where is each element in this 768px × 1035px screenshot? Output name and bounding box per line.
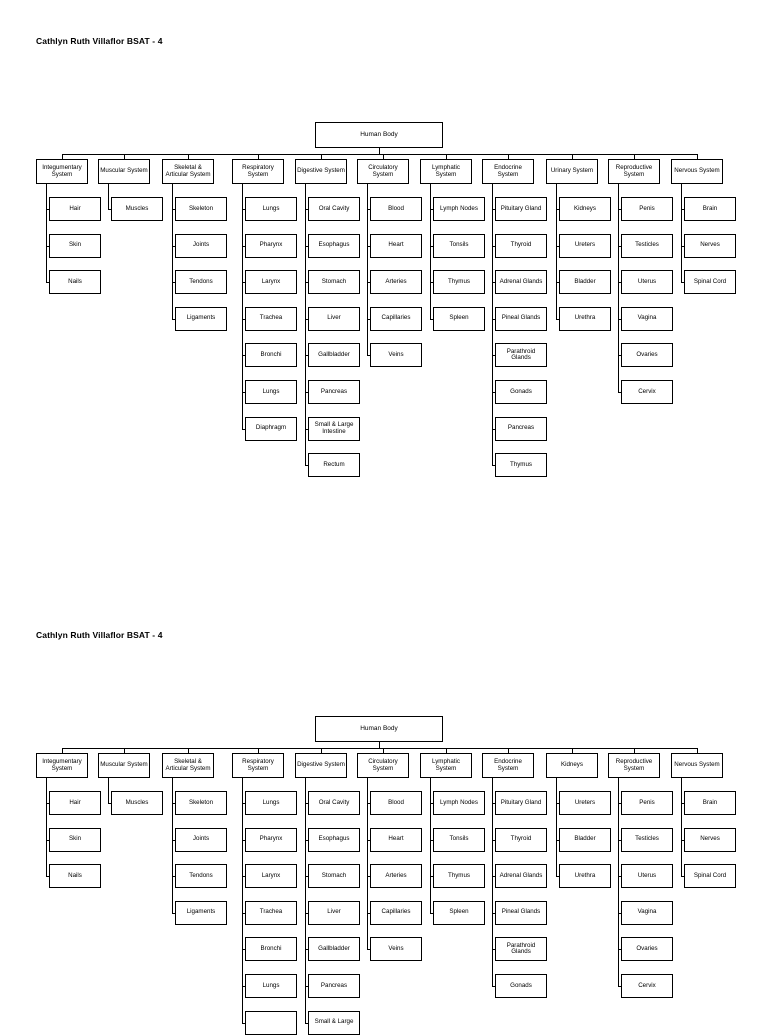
organ-node-label: Liver: [327, 314, 341, 322]
organ-node-label: Pituitary Gland: [500, 798, 542, 806]
system-node: [420, 753, 472, 778]
organ-node-label: Lungs: [262, 798, 280, 806]
organ-node: [433, 197, 485, 221]
organ-node-label: Skeleton: [188, 798, 214, 806]
organ-node: [559, 828, 611, 852]
organ-node: [245, 828, 297, 852]
organ-node: [111, 791, 163, 815]
system-node: [608, 159, 660, 184]
organ-node: [370, 270, 422, 294]
system-node: [671, 159, 723, 184]
connector-line: [62, 748, 698, 749]
system-node-label: Circulatory System: [368, 757, 398, 772]
organ-node: [245, 343, 297, 367]
system-node-label: Integumentary System: [42, 757, 82, 772]
organ-node: [49, 234, 101, 258]
system-node-label: Muscular System: [100, 761, 148, 769]
organ-node-label: Pituitary Gland: [500, 204, 542, 212]
organ-node-label: Small & Large: [314, 1018, 354, 1026]
organ-node: [621, 380, 673, 404]
organ-node-label: Gallbladder: [318, 350, 350, 358]
connector-line: [492, 778, 493, 987]
organ-node-label: Hair: [69, 798, 81, 806]
system-node: [482, 753, 534, 778]
organ-node-label: Heart: [388, 241, 404, 249]
root-node-human-body-label: Human Body: [360, 725, 398, 733]
organ-node-label: Pancreas: [320, 387, 348, 395]
system-node: [357, 753, 409, 778]
organ-node-label: Lymph Nodes: [440, 798, 478, 806]
system-node-label: Reproductive System: [615, 163, 653, 178]
organ-node: [175, 828, 227, 852]
organ-node: [684, 234, 736, 258]
system-node-label: Skeletal & Articular System: [165, 163, 211, 178]
organ-node-label: Bronchi: [260, 350, 282, 358]
organ-node-label: Ureters: [574, 241, 596, 249]
organ-node: [621, 307, 673, 331]
organ-node: [49, 197, 101, 221]
system-node: [36, 159, 88, 184]
organ-node-label: Bladder: [574, 835, 596, 843]
organ-node-label: Small & Large Intestine: [314, 420, 354, 435]
organ-node-label: Veins: [388, 350, 404, 358]
organ-node-label: Spinal Cord: [693, 871, 727, 879]
organ-node: [495, 343, 547, 367]
organ-node: [308, 974, 360, 998]
organ-node: [245, 234, 297, 258]
organ-node-label: Tendons: [189, 277, 213, 285]
organ-node-label: Adrenal Glands: [499, 277, 543, 285]
organ-node-label: Adrenal Glands: [499, 871, 543, 879]
organ-node: [175, 901, 227, 925]
organ-node-label: Pharynx: [259, 241, 283, 249]
organ-node-label: Esophagus: [318, 835, 350, 843]
organ-node-label: Arteries: [385, 871, 407, 879]
system-node: [295, 753, 347, 778]
system-node-label: Circulatory System: [368, 163, 398, 178]
organ-node: [49, 791, 101, 815]
organ-node-label: Cervix: [638, 981, 656, 989]
organ-node-label: Nerves: [700, 241, 720, 249]
organ-node: [245, 937, 297, 961]
organ-node: [559, 307, 611, 331]
organ-node: [175, 234, 227, 258]
organ-node: [370, 343, 422, 367]
connector-line: [430, 778, 431, 914]
organ-node: [245, 380, 297, 404]
connector-line: [108, 184, 109, 210]
organ-node: [245, 307, 297, 331]
system-node-label: Reproductive System: [615, 757, 653, 772]
organ-node-label: Spinal Cord: [693, 277, 727, 285]
organ-node: [308, 307, 360, 331]
system-node: [162, 753, 214, 778]
organ-node-label: Nerves: [700, 835, 720, 843]
system-node: [546, 753, 598, 778]
organ-node-label: Parathroid Glands: [506, 941, 536, 956]
organ-node-label: Capillaries: [381, 314, 411, 322]
organ-node: [308, 901, 360, 925]
system-node: [232, 753, 284, 778]
organ-node-label: Joints: [192, 835, 210, 843]
organ-node: [49, 270, 101, 294]
organ-node-label: Thymus: [447, 871, 470, 879]
organ-node-label: Nails: [68, 871, 82, 879]
organ-node-label: Urethra: [574, 871, 596, 879]
organ-node-label: Muscles: [125, 798, 149, 806]
organ-node: [621, 197, 673, 221]
organ-node-label: Heart: [388, 835, 404, 843]
author-label: Cathlyn Ruth Villaflor BSAT - 4: [36, 630, 163, 640]
organ-node: [308, 791, 360, 815]
system-node-label: Muscular System: [100, 167, 148, 175]
organ-node-label: Trachea: [259, 314, 283, 322]
organ-node-label: Thyroid: [510, 835, 532, 843]
system-node: [98, 159, 150, 184]
system-node: [232, 159, 284, 184]
organ-node-label: Spleen: [449, 314, 469, 322]
organ-node-label: Hair: [69, 204, 81, 212]
organ-node: [433, 791, 485, 815]
system-node: [608, 753, 660, 778]
organ-node-label: Cervix: [638, 387, 656, 395]
organ-node-label: Joints: [192, 241, 210, 249]
organ-node: [495, 937, 547, 961]
organ-node: [495, 901, 547, 925]
organ-node: [621, 234, 673, 258]
organ-node-label: Thyroid: [510, 241, 532, 249]
organ-node-label: Bronchi: [260, 944, 282, 952]
organ-node-label: Pineal Glands: [501, 314, 541, 322]
organ-node-label: Spleen: [449, 908, 469, 916]
organ-node: [308, 828, 360, 852]
organ-node-label: Gonads: [510, 387, 532, 395]
organ-node: [621, 828, 673, 852]
organ-node: [433, 307, 485, 331]
organ-node: [175, 270, 227, 294]
organ-node: [621, 974, 673, 998]
organ-node: [308, 343, 360, 367]
connector-line: [46, 778, 47, 877]
organ-node: [495, 864, 547, 888]
connector-line: [430, 184, 431, 320]
system-node: [546, 159, 598, 184]
organ-node: [559, 270, 611, 294]
organ-node-label: Ureters: [574, 798, 596, 806]
system-node-label: Respiratory System: [242, 163, 274, 178]
organ-node-label: Trachea: [259, 908, 283, 916]
organ-node-label: Uterus: [637, 871, 657, 879]
system-node: [36, 753, 88, 778]
organ-node: [559, 234, 611, 258]
organ-node-label: Parathroid Glands: [506, 347, 536, 362]
system-node: [357, 159, 409, 184]
connector-line: [681, 778, 682, 877]
organ-node: [245, 197, 297, 221]
organ-node: [308, 270, 360, 294]
system-node-label: Endocrine System: [494, 757, 522, 772]
organ-node-label: Lungs: [262, 387, 280, 395]
organ-node: [495, 453, 547, 477]
organ-node: [308, 453, 360, 477]
organ-node-label: Thymus: [447, 277, 470, 285]
organ-node: [495, 380, 547, 404]
connector-line: [492, 184, 493, 466]
organ-node: [308, 937, 360, 961]
organ-node: [245, 791, 297, 815]
connector-line: [556, 778, 557, 877]
system-node-label: Digestive System: [297, 167, 345, 175]
organ-node: [621, 901, 673, 925]
organ-node-label: Vagina: [637, 908, 657, 916]
organ-node: [175, 197, 227, 221]
organ-node: [433, 864, 485, 888]
organ-node: [370, 197, 422, 221]
organ-node-label: Pancreas: [320, 981, 348, 989]
organ-node-label: Pharynx: [259, 835, 283, 843]
author-label: Cathlyn Ruth Villaflor BSAT - 4: [36, 36, 163, 46]
organ-node-label: Stomach: [321, 871, 347, 879]
organ-node: [308, 417, 360, 441]
organ-node: [495, 197, 547, 221]
system-node: [482, 159, 534, 184]
organ-node: [621, 343, 673, 367]
organ-node-label: Gallbladder: [318, 944, 350, 952]
system-node-label: Skeletal & Articular System: [165, 757, 211, 772]
organ-node: [495, 270, 547, 294]
connector-line: [618, 778, 619, 987]
organ-node-label: Kidneys: [573, 204, 596, 212]
connector-line: [108, 778, 109, 804]
system-node-label: Digestive System: [297, 761, 345, 769]
organ-node-label: Testicles: [635, 835, 659, 843]
connector-line: [556, 184, 557, 320]
system-node: [162, 159, 214, 184]
organ-node: [684, 791, 736, 815]
organ-node-label: Lungs: [262, 981, 280, 989]
organ-node-label: Vagina: [637, 314, 657, 322]
organ-node: [245, 901, 297, 925]
connector-line: [62, 154, 698, 155]
organ-node: [370, 307, 422, 331]
organ-node-label: Skin: [68, 241, 82, 249]
organ-node: [559, 791, 611, 815]
system-node: [295, 159, 347, 184]
system-node-label: Endocrine System: [494, 163, 522, 178]
organ-node-label: Tonsils: [449, 835, 469, 843]
organ-node: [308, 234, 360, 258]
organ-node: [684, 197, 736, 221]
system-node: [671, 753, 723, 778]
organ-node-label: Muscles: [125, 204, 149, 212]
organ-node: [245, 270, 297, 294]
connector-line: [46, 184, 47, 283]
organ-node-label: Pancreas: [507, 424, 535, 432]
organ-node: [308, 864, 360, 888]
organ-node: [308, 380, 360, 404]
system-node-label: Kidneys: [560, 761, 583, 769]
organ-node: [370, 791, 422, 815]
organ-node-label: Testicles: [635, 241, 659, 249]
organ-node: [49, 864, 101, 888]
organ-node: [245, 1011, 297, 1035]
organ-node: [559, 197, 611, 221]
root-node-human-body: [315, 122, 443, 148]
organ-node: [175, 307, 227, 331]
organ-node: [495, 974, 547, 998]
system-node-label: Integumentary System: [42, 163, 82, 178]
connector-line: [305, 184, 306, 466]
system-node-label: Nervous System: [674, 761, 720, 769]
system-node: [98, 753, 150, 778]
system-node: [420, 159, 472, 184]
organ-node-label: Larynx: [261, 871, 281, 879]
organ-node: [49, 828, 101, 852]
organ-node: [433, 234, 485, 258]
organ-node: [495, 828, 547, 852]
organ-node-label: Ligaments: [186, 314, 216, 322]
organ-node-label: Oral Cavity: [318, 798, 350, 806]
organ-node-label: Blood: [388, 204, 404, 212]
organ-node-label: Lungs: [262, 204, 280, 212]
organ-node: [684, 828, 736, 852]
connector-line: [681, 184, 682, 283]
organ-node: [370, 234, 422, 258]
organ-node: [433, 901, 485, 925]
organ-node-label: Penis: [639, 204, 655, 212]
connector-line: [618, 184, 619, 393]
organ-node: [621, 270, 673, 294]
organ-node-label: Lymph Nodes: [440, 204, 478, 212]
organ-node-label: Diaphragm: [255, 424, 287, 432]
organ-node: [308, 1011, 360, 1035]
organ-node-label: Ovaries: [636, 350, 658, 358]
organ-node-label: Tonsils: [449, 241, 469, 249]
organ-node: [684, 270, 736, 294]
system-node-label: Nervous System: [674, 167, 720, 175]
organ-node-label: Gonads: [510, 981, 532, 989]
organ-node-label: Arteries: [385, 277, 407, 285]
organ-node-label: Oral Cavity: [318, 204, 350, 212]
organ-node-label: Blood: [388, 798, 404, 806]
organ-node: [370, 864, 422, 888]
organ-node: [433, 270, 485, 294]
organ-node-label: Liver: [327, 908, 341, 916]
organ-node-label: Penis: [639, 798, 655, 806]
organ-node: [245, 417, 297, 441]
organ-node-label: Tendons: [189, 871, 213, 879]
organ-node: [370, 828, 422, 852]
organ-node-label: Capillaries: [381, 908, 411, 916]
organ-node: [308, 197, 360, 221]
organ-node: [175, 864, 227, 888]
organ-node-label: Larynx: [261, 277, 281, 285]
organ-node-label: Thymus: [509, 460, 532, 468]
organ-node-label: Stomach: [321, 277, 347, 285]
organ-node: [370, 937, 422, 961]
organ-node-label: Nails: [68, 277, 82, 285]
organ-node-label: Skin: [68, 835, 82, 843]
organ-node: [621, 791, 673, 815]
organ-node-label: Urethra: [574, 314, 596, 322]
system-node-label: Lymphatic System: [432, 163, 460, 178]
organ-node-label: Veins: [388, 944, 404, 952]
connector-line: [172, 184, 173, 320]
organ-node-label: Skeleton: [188, 204, 214, 212]
organ-node: [175, 791, 227, 815]
system-node-label: Respiratory System: [242, 757, 274, 772]
root-node-human-body: [315, 716, 443, 742]
organ-node-label: Pineal Glands: [501, 908, 541, 916]
organ-node-label: Ligaments: [186, 908, 216, 916]
organ-node-label: Brain: [702, 798, 718, 806]
root-node-human-body-label: Human Body: [360, 131, 398, 139]
organ-node: [684, 864, 736, 888]
organ-node-label: Esophagus: [318, 241, 350, 249]
organ-node: [433, 828, 485, 852]
organ-node: [245, 974, 297, 998]
organ-node: [111, 197, 163, 221]
organ-node-label: Rectum: [323, 460, 345, 468]
organ-node: [495, 791, 547, 815]
organ-node: [495, 234, 547, 258]
system-node-label: Lymphatic System: [432, 757, 460, 772]
organ-node-label: Brain: [702, 204, 718, 212]
organ-node: [559, 864, 611, 888]
organ-node: [621, 937, 673, 961]
organ-node: [495, 417, 547, 441]
organ-node-label: Ovaries: [636, 944, 658, 952]
organ-node: [245, 864, 297, 888]
organ-node: [370, 901, 422, 925]
organ-node-label: Bladder: [574, 277, 596, 285]
connector-line: [172, 778, 173, 914]
organ-node: [621, 864, 673, 888]
system-node-label: Urinary System: [550, 167, 594, 175]
organ-node: [495, 307, 547, 331]
organ-node-label: Uterus: [637, 277, 657, 285]
